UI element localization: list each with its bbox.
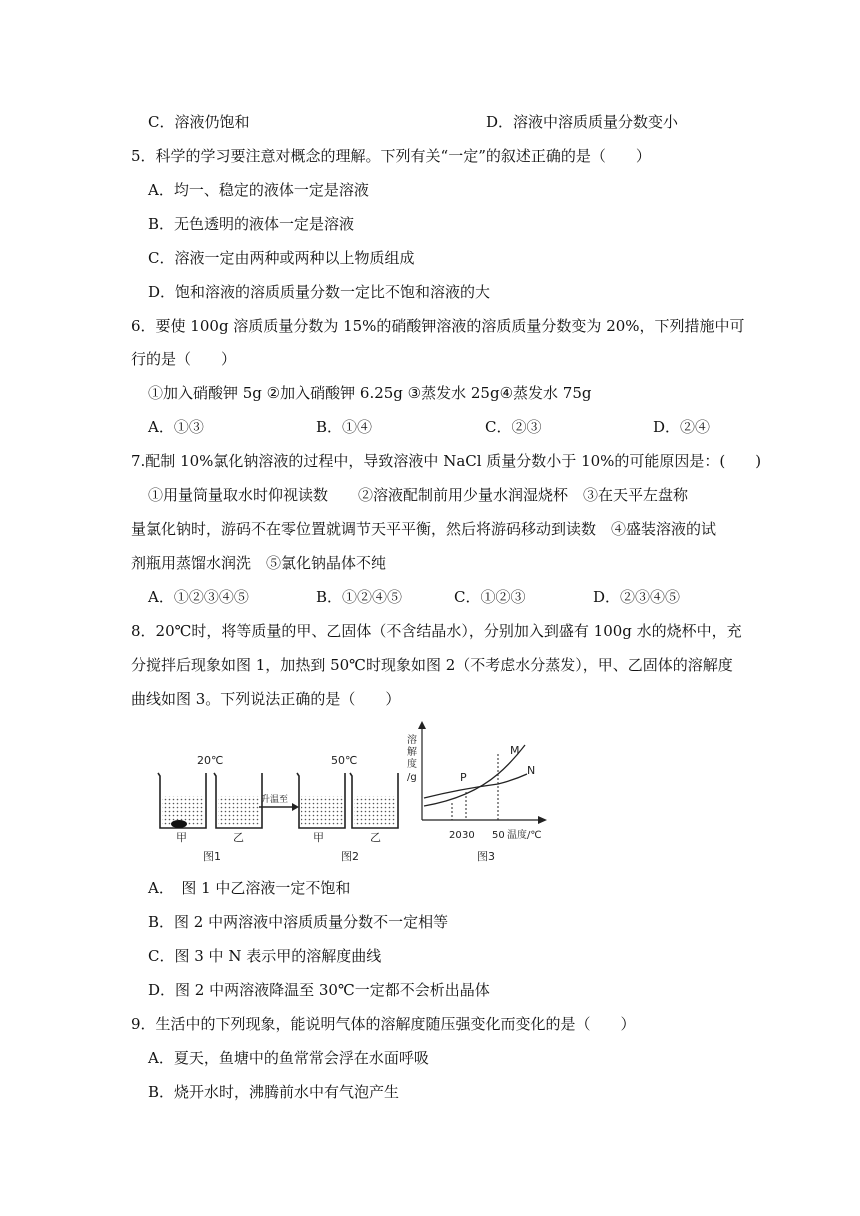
- fig1-caption: 图1: [203, 850, 221, 863]
- option-d: D．溶液中溶质质量分数变小: [486, 113, 679, 131]
- question-8-stem-line2: 分搅拌后现象如图 1，加热到 50℃时现象如图 2（不考虑水分蒸发），甲、乙固体的溶解度: [131, 656, 733, 674]
- question-7-stem: 7.配制 10%氯化钠溶液的过程中，导致溶液中 NaCl 质量分数小于 10%的可能原因是：( ): [131, 452, 762, 470]
- undissolved-solid: [171, 820, 187, 828]
- fig3-solubility-chart: [407, 721, 547, 863]
- fig1-beaker-b: [214, 773, 262, 828]
- q9-option-a: A．夏天，鱼塘中的鱼常常会浮在水面呼吸: [148, 1049, 429, 1067]
- q7-items-line2: 量氯化钠时，游码不在零位置就调节天平平衡，然后将游码移动到读数 ④盛装溶液的试: [131, 520, 717, 538]
- option-c: C．溶液仍饱和: [148, 113, 250, 131]
- q7-option-d: D．②③④⑤: [593, 588, 681, 606]
- tick-50: 50: [492, 830, 505, 841]
- point-p-label: P: [460, 771, 467, 784]
- tick-30: 30: [462, 830, 475, 841]
- q6-items: ①加入硝酸钾 5g ②加入硝酸钾 6.25g ③蒸发水 25g④蒸发水 75g: [148, 384, 592, 402]
- q5-option-d: D．饱和溶液的溶质质量分数一定比不饱和溶液的大: [148, 283, 491, 301]
- question-9-stem: 9．生活中的下列现象，能说明气体的溶解度随压强变化而变化的是（ ）: [131, 1015, 636, 1033]
- fig1-label-b: 乙: [233, 831, 244, 844]
- q7-items-line1: ①用量筒量取水时仰视读数 ②溶液配制前用少量水润湿烧杯 ③在天平左盘称: [148, 486, 689, 504]
- q8-option-a: A． 图 1 中乙溶液一定不饱和: [148, 879, 351, 897]
- curve-n: [424, 774, 527, 798]
- q8-option-d: D．图 2 中两溶液降温至 30℃一定都不会析出晶体: [148, 981, 490, 999]
- question-6-stem-line2: 行的是（ ）: [131, 350, 237, 368]
- question-8-stem-line1: 8．20℃时，将等质量的甲、乙固体（不含结晶水），分别加入到盛有 100g 水的烧杯中，充: [131, 622, 742, 640]
- fig2-label-b: 乙: [370, 831, 381, 844]
- arrow-label: 升温至: [261, 795, 289, 805]
- curve-m-label: M: [510, 744, 520, 757]
- fig2-caption: 图2: [341, 850, 359, 863]
- q7-option-c: C．①②③: [454, 588, 526, 606]
- fig3-caption: 图3: [477, 850, 495, 863]
- q6-option-a: A．①③: [148, 418, 204, 436]
- fig2-beaker-b: [350, 773, 398, 828]
- q7-items-line3: 剂瓶用蒸馏水润洗 ⑤氯化钠晶体不纯: [131, 554, 387, 572]
- q5-option-c: C．溶液一定由两种或两种以上物质组成: [148, 249, 415, 267]
- q8-option-b: B．图 2 中两溶液中溶质质量分数不一定相等: [148, 913, 449, 931]
- question-5-stem: 5．科学的学习要注意对概念的理解。下列有关“一定”的叙述正确的是（ ）: [131, 147, 651, 165]
- fig3-ylabel-3: 度: [407, 759, 417, 770]
- curve-n-label: N: [527, 764, 536, 777]
- fig3-ylabel-1: 溶: [407, 735, 417, 746]
- q9-option-b: B．烧开水时，沸腾前水中有气泡产生: [148, 1083, 400, 1101]
- q6-option-d: D．②④: [653, 418, 711, 436]
- fig1-beaker-a: [158, 773, 206, 828]
- tick-20: 20: [449, 830, 462, 841]
- q7-option-b: B．①②④⑤: [316, 588, 403, 606]
- q6-option-c: C．②③: [485, 418, 542, 436]
- q6-option-b: B．①④: [316, 418, 373, 436]
- fig1-temp-label: 20℃: [197, 754, 224, 767]
- fig2-temp-label: 50℃: [331, 754, 358, 767]
- q5-option-a: A．均一、稳定的液体一定是溶液: [148, 181, 369, 199]
- fig1-label-a: 甲: [176, 831, 187, 844]
- fig3-xlabel: 温度/℃: [507, 830, 542, 841]
- q8-figure: [0, 718, 860, 868]
- fig2-label-a: 甲: [313, 831, 324, 844]
- question-8-stem-line3: 曲线如图 3。下列说法正确的是（ ）: [131, 690, 401, 708]
- q5-option-b: B．无色透明的液体一定是溶液: [148, 215, 355, 233]
- fig2-beaker-a: [297, 773, 345, 828]
- question-6-stem-line1: 6．要使 100g 溶质质量分数为 15%的硝酸钾溶液的溶质质量分数变为 20%，下列措施中可: [131, 317, 745, 335]
- q8-option-c: C．图 3 中 N 表示甲的溶解度曲线: [148, 947, 382, 965]
- q7-option-a: A．①②③④⑤: [148, 588, 249, 606]
- fig3-ylabel-4: /g: [407, 772, 417, 783]
- fig3-ylabel-2: 解: [407, 747, 417, 758]
